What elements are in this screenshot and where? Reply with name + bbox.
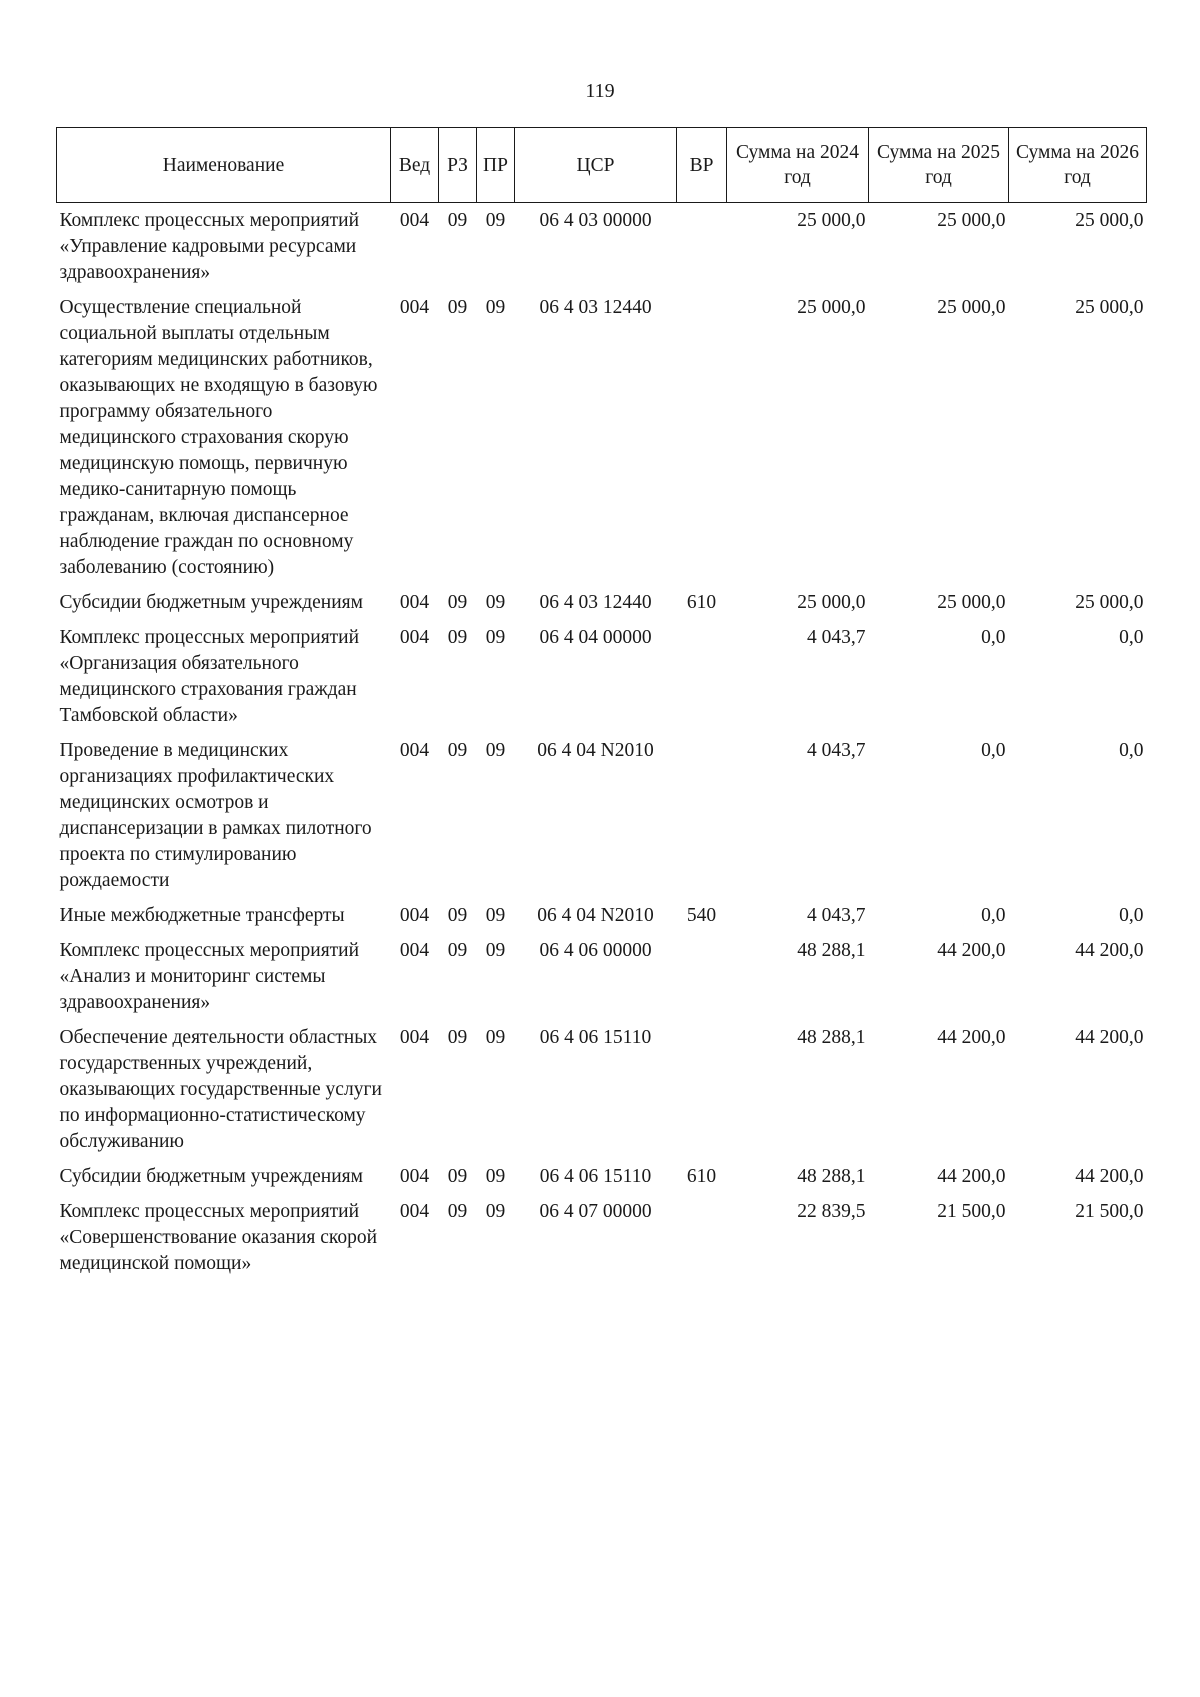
row-name: Комплекс процессных мероприятий «Совершенствование оказания скорой медицинской помощи» [59,1201,378,1274]
row-pr: 09 [485,1166,506,1187]
row-rz: 09 [447,1166,468,1187]
row-name: Комплекс процессных мероприятий «Управление кадровыми ресурсами здравоохранения» [59,210,360,283]
row-csr: 06 4 03 12440 [539,592,652,613]
row-pr: 09 [485,1201,506,1222]
row-name: Субсидии бюджетным учреждениям [59,1166,363,1187]
row-name: Обеспечение деятельности областных государственных учреждений, оказывающих государственные услуги по информационно-статистическому обслуживанию [59,1027,382,1152]
row-csr: 06 4 04 N2010 [537,740,654,761]
row-rz: 09 [447,1027,468,1048]
table-row [57,1194,1147,1281]
row-sum-2024: 4 043,7 [807,627,866,648]
row-ved: 004 [399,210,430,231]
row-sum-2025: 21 500,0 [937,1201,1006,1222]
row-sum-2024: 22 839,5 [797,1201,866,1222]
row-sum-2026: 25 000,0 [1075,592,1144,613]
row-vr: 540 [686,905,717,926]
row-sum-2026: 21 500,0 [1075,1201,1144,1222]
row-rz: 09 [447,740,468,761]
row-rz: 09 [447,627,468,648]
row-name: Комплекс процессных мероприятий «Анализ и мониторинг системы здравоохранения» [59,940,360,1013]
row-sum-2026: 44 200,0 [1075,1166,1144,1187]
row-ved: 004 [399,592,430,613]
row-vr [677,933,727,1020]
row-name: Проведение в медицинских организациях профилактических медицинских осмотров и диспансеризации в рамках пилотного проекта по стимулированию рождаемости [59,740,372,891]
row-csr: 06 4 07 00000 [539,1201,652,1222]
row-csr: 06 4 06 15110 [539,1027,652,1048]
row-sum-2024: 4 043,7 [807,740,866,761]
row-sum-2024: 48 288,1 [797,940,866,961]
row-sum-2024: 48 288,1 [797,1166,866,1187]
table-header [57,128,1147,203]
row-rz: 09 [447,940,468,961]
table-row [57,620,1147,733]
table-row [57,585,1147,620]
table-row [57,203,1147,291]
row-csr: 06 4 03 12440 [539,297,652,318]
header-name: Наименование [57,128,391,203]
table-row [57,898,1147,933]
row-sum-2026: 25 000,0 [1075,210,1144,231]
row-csr: 06 4 04 00000 [539,627,652,648]
row-sum-2026: 44 200,0 [1075,940,1144,961]
row-sum-2025: 25 000,0 [937,297,1006,318]
row-csr: 06 4 06 15110 [539,1166,652,1187]
row-rz: 09 [447,592,468,613]
row-ved: 004 [399,940,430,961]
row-pr: 09 [485,740,506,761]
row-sum-2026: 0,0 [1119,905,1144,926]
row-sum-2025: 44 200,0 [937,1027,1006,1048]
row-pr: 09 [485,905,506,926]
row-sum-2026: 44 200,0 [1075,1027,1144,1048]
budget-table [56,127,1147,1281]
row-sum-2025: 0,0 [981,905,1006,926]
row-rz: 09 [447,297,468,318]
row-vr: 610 [686,592,717,613]
row-pr: 09 [485,210,506,231]
row-name: Субсидии бюджетным учреждениям [59,592,363,613]
row-sum-2026: 0,0 [1119,627,1144,648]
row-rz: 09 [447,1201,468,1222]
row-sum-2024: 4 043,7 [807,905,866,926]
row-csr: 06 4 04 N2010 [537,905,654,926]
header-sum-2024: Сумма на 2024 год [727,128,869,203]
row-sum-2025: 25 000,0 [937,210,1006,231]
row-pr: 09 [485,1027,506,1048]
row-name: Иные межбюджетные трансферты [59,905,345,926]
row-sum-2025: 25 000,0 [937,592,1006,613]
page-number: 119 [585,80,615,102]
header-vr: ВР [677,128,727,203]
row-pr: 09 [485,627,506,648]
row-ved: 004 [399,905,430,926]
row-vr [677,290,727,585]
row-sum-2026: 0,0 [1119,740,1144,761]
header-rz: РЗ [439,128,477,203]
header-sum-2026: Сумма на 2026 год [1009,128,1147,203]
header-pr: ПР [477,128,515,203]
row-sum-2026: 25 000,0 [1075,297,1144,318]
row-sum-2025: 44 200,0 [937,1166,1006,1187]
row-rz: 09 [447,905,468,926]
row-sum-2025: 0,0 [981,740,1006,761]
row-rz: 09 [447,210,468,231]
row-pr: 09 [485,297,506,318]
table-row [57,933,1147,1020]
row-name: Комплекс процессных мероприятий «Организация обязательного медицинского страхования граждан Тамбовской области» [59,627,360,726]
header-ved: Вед [391,128,439,203]
row-ved: 004 [399,297,430,318]
row-pr: 09 [485,592,506,613]
table-row [57,1020,1147,1159]
row-ved: 004 [399,1166,430,1187]
row-vr: 610 [686,1166,717,1187]
row-sum-2025: 0,0 [981,627,1006,648]
row-ved: 004 [399,740,430,761]
row-csr: 06 4 06 00000 [539,940,652,961]
row-name: Осуществление специальной социальной выплаты отдельным категориям медицинских работников, оказывающих не входящую в базовую программу обязательного медицинского страхования скорую медицинскую помощь, первичную медико-санитарную помощь гражданам, включая диспансерное наблюдение граждан по основному заболеванию (состоянию) [59,297,378,578]
row-sum-2024: 25 000,0 [797,210,866,231]
row-pr: 09 [485,940,506,961]
row-vr [677,733,727,898]
table-row [57,290,1147,585]
row-sum-2024: 25 000,0 [797,592,866,613]
row-ved: 004 [399,627,430,648]
table-row [57,1159,1147,1194]
row-vr [677,620,727,733]
header-sum-2025: Сумма на 2025 год [869,128,1009,203]
header-csr: ЦСР [515,128,677,203]
row-ved: 004 [399,1201,430,1222]
row-vr [677,1020,727,1159]
row-ved: 004 [399,1027,430,1048]
row-vr [677,1194,727,1281]
row-sum-2024: 48 288,1 [797,1027,866,1048]
table-row [57,733,1147,898]
row-sum-2025: 44 200,0 [937,940,1006,961]
row-csr: 06 4 03 00000 [539,210,652,231]
row-sum-2024: 25 000,0 [797,297,866,318]
row-vr [677,203,727,291]
